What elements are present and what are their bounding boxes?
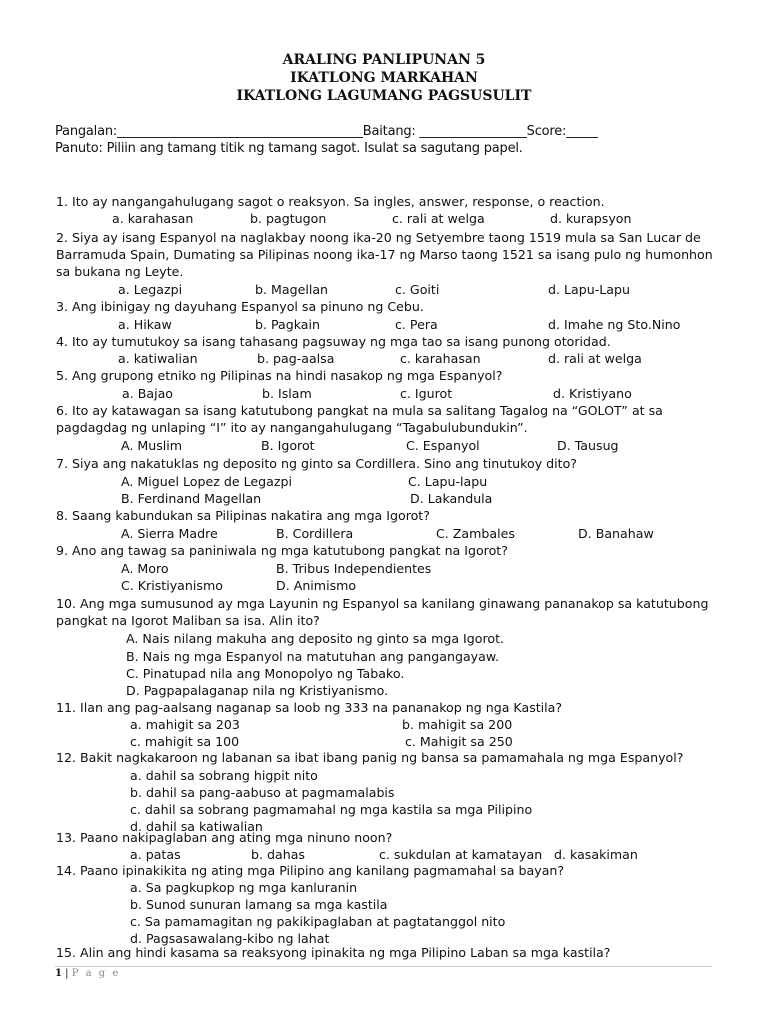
option: A. Nais nilang makuha ang deposito ng ginto sa mga Igorot. (126, 631, 505, 646)
option: d. Lapu-Lapu (548, 282, 630, 297)
option: b. Magellan (255, 282, 329, 297)
student-fields-line: Pangalan:_______________________________________Baitang: _________________Score:_____ (55, 124, 598, 139)
option: D. Pagpapalaganap nila ng Kristiyanismo. (126, 683, 389, 698)
question-4: 4. Ito ay tumutukoy sa isang tahasang pagsuway ng mga tao sa isang punong otoridad. (56, 334, 611, 349)
option: d. kurapsyon (550, 211, 632, 226)
option: b. mahigit sa 200 (402, 717, 513, 732)
question-12: 12. Bakit nagkakaroon ng labanan sa ibat ibang panig ng bansa sa pamamahala ng mga Espanyol? (56, 750, 684, 765)
option: b. pag-aalsa (257, 351, 335, 366)
question-14: 14. Paano ipinakikita ng ating mga Pilipino ang kanilang pagmamahal sa bayan? (56, 863, 565, 878)
option: A. Moro (121, 561, 169, 576)
quarter-title: IKATLONG MARKAHAN (290, 70, 478, 86)
question-6-cont: pagdagdag ng unlaping “I” ito ay nangangahulugang “Tagabulubundukin”. (56, 420, 528, 435)
question-8: 8. Saang kabundukan sa Pilipinas nakatira ang mga Igorot? (56, 508, 430, 523)
page-number: 1 (55, 968, 62, 979)
option: B. Igorot (261, 438, 315, 453)
option: b. pagtugon (250, 211, 327, 226)
option: d. Imahe ng Sto.Nino (548, 317, 681, 332)
footer-separator: | (61, 968, 72, 979)
option: a. dahil sa sobrang higpit nito (130, 768, 318, 783)
option: c. Mahigit sa 250 (405, 734, 513, 749)
option: c. Igurot (400, 386, 453, 401)
option: D. Tausug (557, 438, 619, 453)
option: B. Nais ng mga Espanyol na matutuhan ang pangangayaw. (126, 649, 500, 664)
option: a. Hikaw (118, 317, 172, 332)
question-10: 10. Ang mga sumusunod ay mga Layunin ng Espanyol sa kanilang ginawang pananakop sa katutubong (56, 596, 709, 611)
option: d. Kristiyano (553, 386, 632, 401)
question-9: 9. Ano ang tawag sa paniniwala ng mga katutubong pangkat na Igorot? (56, 543, 508, 558)
option: a. patas (130, 847, 181, 862)
option: A. Miguel Lopez de Legazpi (121, 474, 292, 489)
option: a. Legazpi (118, 282, 183, 297)
option: a. Bajao (122, 386, 174, 401)
option: c. rali at welga (392, 211, 485, 226)
question-7: 7. Siya ang nakatuklas ng deposito ng ginto sa Cordillera. Sino ang tinutukoy dito? (56, 456, 577, 471)
option: C. Espanyol (406, 438, 480, 453)
instructions: Panuto: Piliin ang tamang titik ng tamang sagot. Isulat sa sagutang papel. (55, 141, 523, 156)
option: c. sukdulan at kamatayan (379, 847, 543, 862)
option: d. dahil sa katiwalian (130, 819, 263, 834)
option: c. mahigit sa 100 (130, 734, 240, 749)
option: A. Muslim (121, 438, 183, 453)
question-6: 6. Ito ay katawagan sa isang katutubong pangkat na mula sa salitang Tagalog na “GOLOT” at sa (56, 403, 663, 418)
option: b. Pagkain (255, 317, 321, 332)
option: c. dahil sa sobrang pagmamahal ng mga kastila sa mga Pilipino (130, 802, 533, 817)
question-2: 2. Siya ay isang Espanyol na naglakbay noong ika-20 ng Setyembre taong 1519 mula sa San Lucar de (56, 230, 701, 245)
option: c. Sa pamamagitan ng pakikipaglaban at pagtatanggol nito (130, 914, 506, 929)
option: D. Animismo (276, 578, 357, 593)
option: B. Ferdinand Magellan (121, 491, 262, 506)
subject-title: ARALING PANLIPUNAN 5 (282, 52, 486, 68)
option: c. Goiti (395, 282, 440, 297)
option: C. Zambales (436, 526, 515, 541)
option: c. Pera (395, 317, 438, 332)
page-word: P a g e (71, 968, 121, 979)
footer-divider (55, 966, 712, 967)
question-13: 13. Paano nakipaglaban ang ating mga ninuno noon? (56, 830, 393, 845)
option: D. Lakandula (410, 491, 493, 506)
option: a. katiwalian (118, 351, 198, 366)
option: d. Pagsasawalang-kibo ng lahat (130, 931, 330, 946)
option: D. Banahaw (578, 526, 654, 541)
question-15: 15. Alin ang hindi kasama sa reaksyong ipinakita ng mga Pilipino Laban sa mga kastila? (56, 945, 611, 960)
option: b. dahil sa pang-aabuso at pagmamalabis (130, 785, 395, 800)
option: A. Sierra Madre (121, 526, 218, 541)
option: C. Lapu-lapu (408, 474, 488, 489)
option: a. karahasan (112, 211, 194, 226)
option: B. Tribus Independientes (276, 561, 432, 576)
question-1: 1. Ito ay nangangahulugang sagot o reaksyon. Sa ingles, answer, response, o reaction. (56, 194, 605, 209)
option: d. rali at welga (548, 351, 642, 366)
test-title: IKATLONG LAGUMANG PAGSUSULIT (236, 88, 532, 104)
option: C. Kristiyanismo (121, 578, 223, 593)
option: b. dahas (251, 847, 305, 862)
option: d. kasakiman (554, 847, 638, 862)
option: b. Sunod sunuran lamang sa mga kastila (130, 897, 388, 912)
question-5: 5. Ang grupong etniko ng Pilipinas na hindi nasakop ng mga Espanyol? (56, 368, 503, 383)
question-2-cont: sa bukana ng Leyte. (56, 264, 184, 279)
option: c. karahasan (400, 351, 481, 366)
option: b. Islam (262, 386, 312, 401)
option: B. Cordillera (276, 526, 354, 541)
page-footer (55, 968, 120, 979)
option: C. Pinatupad nila ang Monopolyo ng Tabako. (126, 666, 405, 681)
option: a. mahigit sa 203 (130, 717, 240, 732)
question-11: 11. Ilan ang pag-aalsang naganap sa loob ng 333 na pananakop ng nga Kastila? (56, 700, 563, 715)
question-10-cont: pangkat na Igorot Maliban sa isa. Alin ito? (56, 613, 320, 628)
option: a. Sa pagkupkop ng mga kanluranin (130, 880, 358, 895)
question-2-cont: Barramuda Spain, Dumating sa Pilipinas noong ika-17 ng Marso taong 1521 sa isang pulo ng humonhon (56, 247, 713, 262)
question-3: 3. Ang ibinigay ng dayuhang Espanyol sa pinuno ng Cebu. (56, 299, 424, 314)
